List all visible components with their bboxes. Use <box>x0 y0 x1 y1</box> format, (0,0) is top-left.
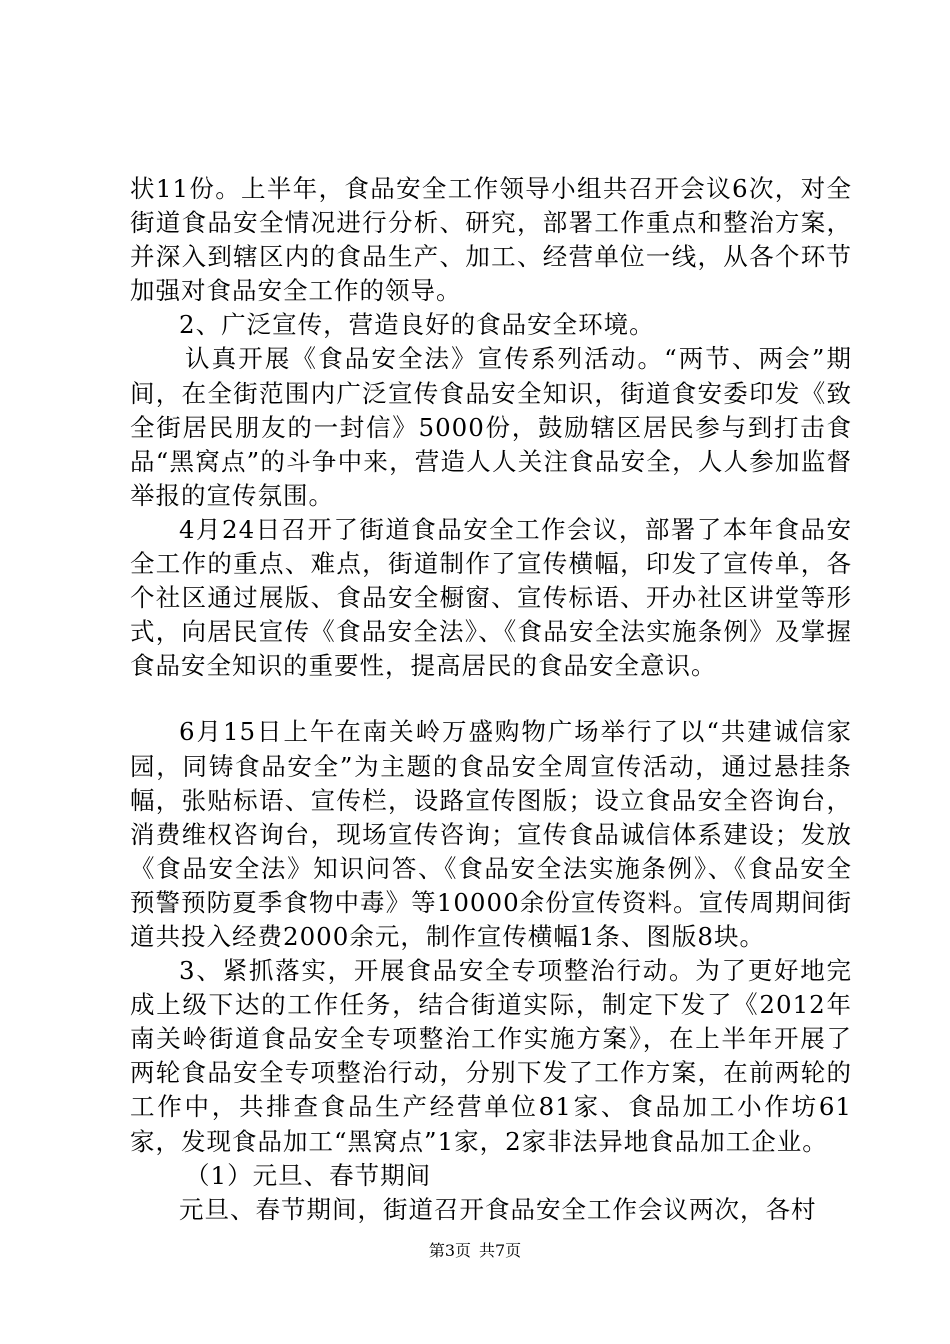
page-total: 共7页 <box>479 1241 522 1260</box>
subheading-new-year-spring-festival: （1）元旦、春节期间 <box>185 1160 432 1190</box>
heading-publicity: 2、广泛宣传，营造良好的食品安全环境。 <box>179 310 655 340</box>
paragraph-leadership: 状11份。上半年，食品安全工作领导小组共召开会议6次，对全街道食品安全情况进行分析、研究，部署工作重点和整治方案，并深入到辖区内的食品生产、加工、经营单位一线，从各个环节加强对食品安全工作的领导。 <box>130 174 852 306</box>
paragraph-food-safety-law-campaign: 认真开展《食品安全法》宣传系列活动。“两节、两会”期间，在全街范围内广泛宣传食品安全知识，街道食安委印发《致全街居民朋友的一封信》5000份，鼓励辖区居民参与到打击食品“黑窝点”的斗争中来，营造人人关注食品安全，人人参加监督举报的宣传氛围。 <box>130 344 852 510</box>
page-footer <box>0 1240 950 1262</box>
paragraph-new-year-spring-festival: 元旦、春节期间，街道召开食品安全工作会议两次，各村 <box>179 1194 817 1224</box>
paragraph-april-meeting: 4月24日召开了街道食品安全工作会议，部署了本年食品安全工作的重点、难点，街道制作了宣传横幅，印发了宣传单，各个社区通过展版、食品安全橱窗、宣传标语、开办社区讲堂等形式，向居民宣传《食品安全法》、《食品安全法实施条例》及掌握食品安全知识的重要性，提高居民的食品安全意识。 <box>130 514 852 681</box>
page-number: 第3页 <box>428 1241 471 1260</box>
document-body <box>130 172 852 1227</box>
paragraph-special-rectification: 3、紧抓落实，开展食品安全专项整治行动。为了更好地完成上级下达的工作任务，结合街道实际，制定下发了《2012年南关岭街道食品安全专项整治工作实施方案》，在上半年开展了两轮食品安全专项整治行动，分别下发了工作方案，在前两轮的工作中，共排查食品生产经营单位81家、食品加工小作坊61家，发现食品加工“黑窝点”1家，2家非法异地食品加工企业。 <box>130 956 852 1156</box>
paragraph-june-event: 6月15日上午在南关岭万盛购物广场举行了以“共建诚信家园，同铸食品安全”为主题的食品安全周宣传活动，通过悬挂条幅，张贴标语、宣传栏，设路宣传图版；设立食品安全咨询台，消费维权咨询台，现场宣传咨询；宣传食品诚信体系建设；发放《食品安全法》知识问答、《食品安全法实施条例》、《食品安全预警预防夏季食物中毒》等10000余份宣传资料。宣传周期间街道共投入经费2000余元，制作宣传横幅1条、图版8块。 <box>130 717 852 951</box>
